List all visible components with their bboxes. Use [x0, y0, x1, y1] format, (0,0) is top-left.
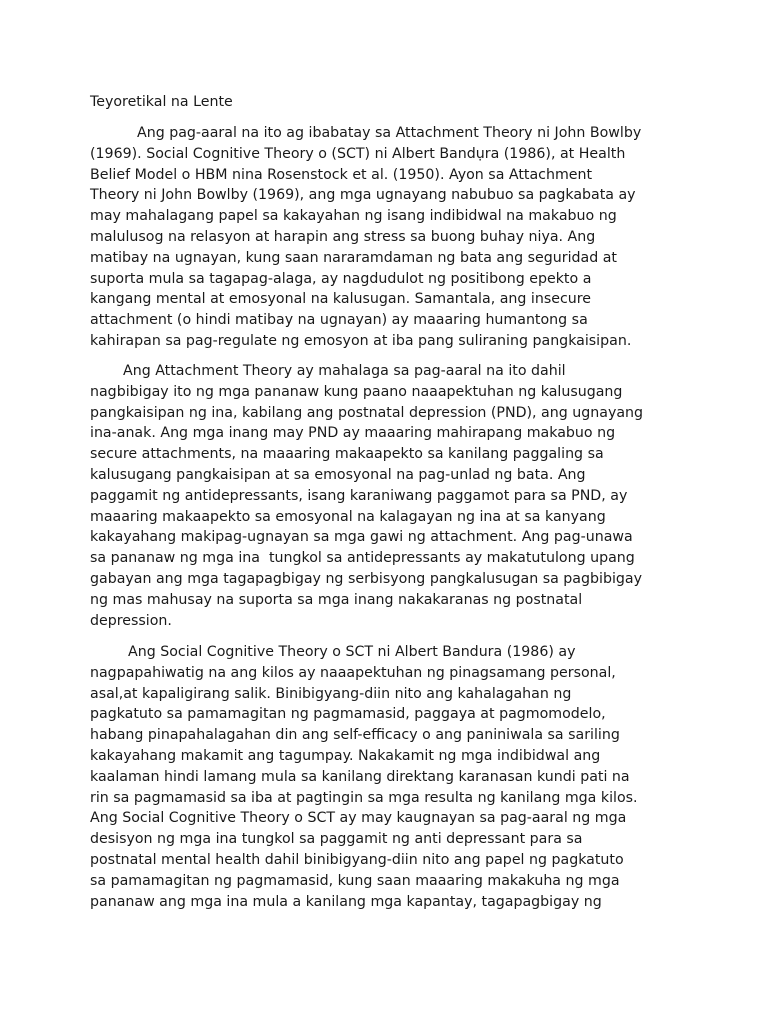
text-line: (1969). Social Cognitive Theory o (SCT) ni Albert Bandụra (1986), at Health [90, 145, 626, 162]
text-line: kakayahang makamit ang tagumpay. Nakakamit ng mga indibidwal ang [90, 747, 601, 764]
text-line: secure attachments, na maaaring makaapekto sa kanilang paggaling sa [90, 446, 604, 463]
text-line: nagpapahiwatig na ang kilos ay naaapektuhan ng pinagsamang personal, [90, 664, 616, 681]
text-line: nagbibigay ito ng mga pananaw kung paano naaapektuhan ng kalusugang [90, 383, 623, 400]
text-line: kaalaman hindi lamang mula sa kanilang direktang karanasan kundi pati na [90, 768, 630, 785]
text-line: maaaring makaapekto sa emosyonal na kalagayan ng ina at sa kanyang [90, 508, 606, 525]
paragraph-1 [90, 123, 641, 352]
text-line: Ang Attachment Theory ay mahalaga sa pag-aaral na ito dahil [123, 363, 566, 379]
text-line: Ang Social Cognitive Theory o SCT ni Albert Bandura (1986) ay [128, 644, 576, 660]
text-line: matibay na ugnayan, kung saan nararamdaman ng bata ang seguridad at [90, 249, 617, 266]
text-line: asal,at kapaligirang salik. Binibigyang-diin nito ang kahalagahan ng [90, 685, 572, 702]
text-line: postnatal mental health dahil binibigyang-diin nito ang papel ng pagkatuto [90, 851, 624, 868]
text-line: Theory ni John Bowlby (1969), ang mga ugnayang nabubuo sa pagkabata ay [90, 187, 636, 204]
text-line: pagkatuto sa pamamagitan ng pagmamasid, paggaya at pagmomodelo, [90, 706, 606, 723]
text-line: kalusugang pangkaisipan at sa emosyonal na pag-unlad ng bata. Ang [90, 466, 586, 483]
text-line: desisyon ng mga ina tungkol sa paggamit ng anti depressant para sa [90, 831, 583, 848]
text-line: Belief Model o HBM nina Rosenstock et al. (1950). Ayon sa Attachment [90, 166, 593, 183]
text-line: pangkaisipan ng ina, kabilang ang postnatal depression (PND), ang ugnayang [90, 404, 644, 421]
text-line: sa pananaw ng mga ina tungkol sa antidepressants ay makatutulong upang [90, 550, 635, 567]
text-line: may mahalagang papel sa kakayahan ng isang indibidwal na makabuo ng [90, 208, 617, 225]
text-line: paggamit ng antidepressants, isang karaniwang paggamot para sa PND, ay [90, 487, 628, 504]
text-line: sa pamamagitan ng pagmamasid, kung saan maaaring makakuha ng mga [90, 872, 620, 889]
section-heading: Teyoretikal na Lente [90, 94, 233, 110]
text-line: Ang Social Cognitive Theory o SCT ay may kaugnayan sa pag-aaral ng mga [90, 810, 627, 827]
text-line: suporta mula sa tagapag-alaga, ay nagdudulot ng positibong epekto a [90, 270, 592, 287]
text-line: Ang pag-aaral na ito ag ibabatay sa Attachment Theory ni John Bowlby [137, 125, 642, 141]
text-line: gabayan ang mga tagapagbigay ng serbisyong pangkalusugan sa pagbibigay [90, 570, 642, 587]
text-line: rin sa pagmamasid sa iba at pagtingin sa mga resulta ng kanilang mga kilos. [90, 789, 638, 806]
text-line: depression. [90, 612, 172, 629]
text-line: ng mas mahusay na suporta sa mga inang nakakaranas ng postnatal [90, 591, 583, 608]
text-line: pananaw ang mga ina mula a kanilang mga kapantay, tagapagbigay ng [90, 893, 602, 910]
text-line: ina-anak. Ang mga inang may PND ay maaaring mahirapang makabuo ng [90, 425, 616, 442]
text-line: habang pinapahalagahan din ang self-efficacy o ang paniniwala sa sariling [90, 727, 620, 744]
paragraph-3 [90, 642, 638, 912]
text-line: malulusog na relasyon at harapin ang stress sa buong buhay niya. Ang [90, 228, 596, 245]
text-line: kangang mental at emosyonal na kalusugan. Samantala, ang insecure [90, 291, 592, 308]
text-line: kahirapan sa pag-regulate ng emosyon at iba pang suliraning pangkaisipan. [90, 332, 632, 349]
text-line: attachment (o hindi matibay na ugnayan) ay maaaring humantong sa [90, 312, 588, 329]
text-line: kakayahang makipag-ugnayan sa mga gawi ng attachment. Ang pag-unawa [90, 529, 633, 546]
paragraph-2 [90, 361, 643, 631]
